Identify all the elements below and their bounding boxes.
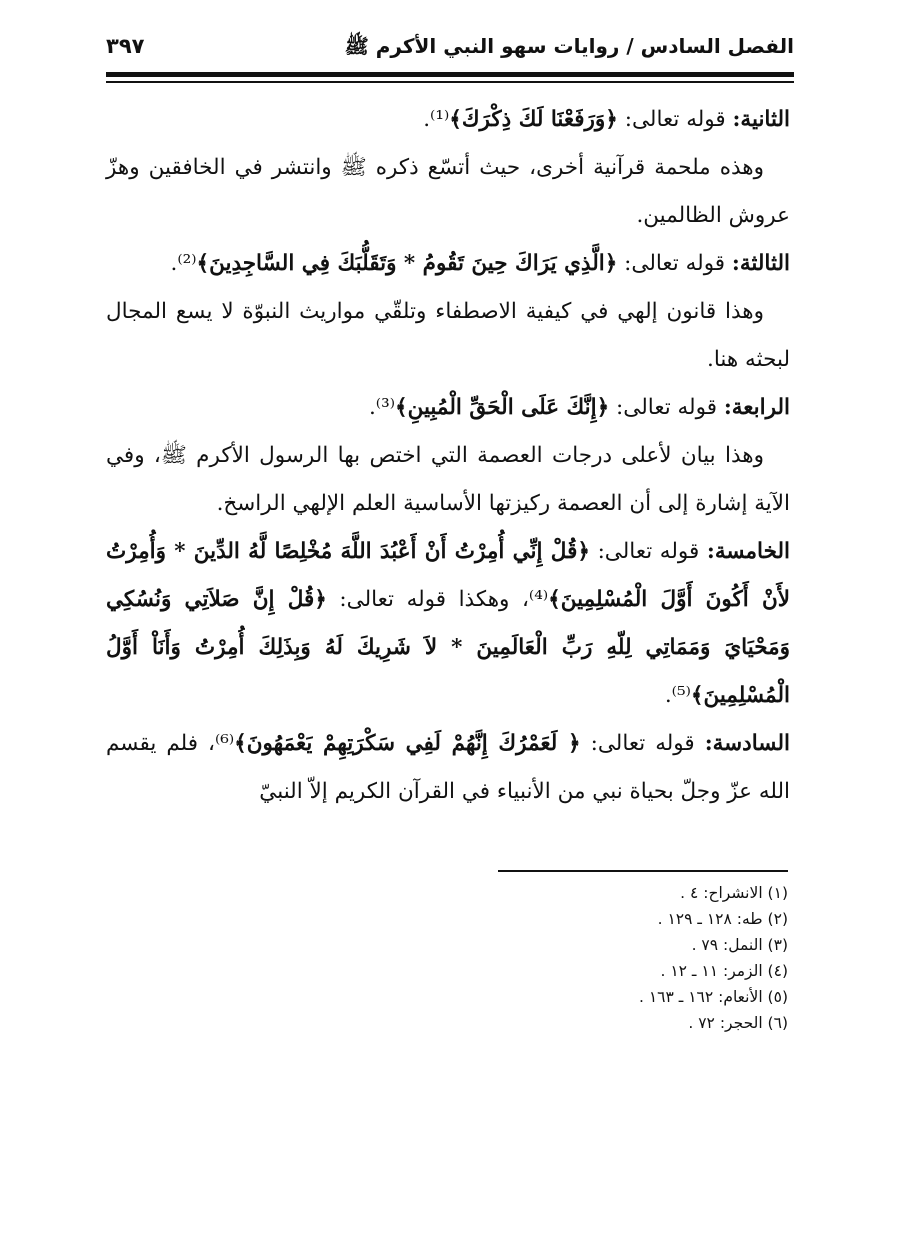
- footnote-ref: ⁽²⁾.: [170, 251, 197, 276]
- paragraph-third: [106, 240, 790, 288]
- paragraph-sixth: [106, 720, 790, 816]
- point-label: الثالثة:: [731, 251, 790, 276]
- quran-verse: ﴿إِنَّكَ عَلَى الْحَقِّ الْمُبِينِ﴾: [394, 395, 610, 420]
- footnote-ref: ⁽⁴⁾، وهكذا قوله تعالى:: [326, 587, 549, 612]
- footnote: (٣) النمل: ٧٩ .: [691, 936, 788, 954]
- footnote-ref: ⁽¹⁾.: [423, 107, 450, 132]
- point-label: الرابعة:: [723, 395, 790, 420]
- paragraph-commentary: وهذا بيان لأعلى درجات العصمة التي اختص بها الرسول الأكرم ﷺ، وفي الآية إشارة إلى أن العصمة ركيزتها الأساسية العلم الإلهي الراسخ.: [106, 443, 790, 516]
- paragraph-second: [106, 96, 790, 144]
- quote-intro: قوله تعالى:: [609, 395, 724, 420]
- footnote-ref: ⁽³⁾.: [368, 395, 395, 420]
- paragraph-commentary: وهذا قانون إلهي في كيفية الاصطفاء وتلقّي مواريث النبوّة لا يسع المجال لبحثه هنا.: [106, 299, 790, 372]
- footnote: (١) الانشراح: ٤ .: [680, 884, 788, 902]
- quote-intro: قوله تعالى:: [589, 539, 707, 564]
- quran-verse: ﴿الَّذِي يَرَاكَ حِينَ تَقُومُ * وَتَقَلُّبَكَ فِي السَّاجِدِينَ﴾: [196, 251, 618, 276]
- quran-verse: ﴿وَرَفَعْنَا لَكَ ذِكْرَكَ﴾: [449, 107, 618, 132]
- quote-intro: قوله تعالى:: [617, 251, 732, 276]
- quran-verse: ﴿ لَعَمْرُكَ إِنَّهُمْ لَفِي سَكْرَتِهِمْ يَعْمَهُونَ﴾: [234, 731, 581, 756]
- paragraph-fifth: [106, 528, 790, 720]
- point-label: الخامسة:: [706, 539, 791, 564]
- header-rule-thin: [106, 81, 794, 83]
- header-rule-thick: [106, 72, 794, 77]
- quran-verse: ﴿قُلْ إِنَّ صَلاَتِي وَنُسُكِي وَمَحْيَايَ وَمَمَاتِي لِلّهِ رَبِّ الْعَالَمِينَ * لاَ شَرِيكَ لَهُ وَبِذَلِكَ أُمِرْتُ وَأَنَاْ أَوَّلُ الْمُسْلِمِينَ﴾: [106, 587, 790, 708]
- quote-intro: قوله تعالى:: [617, 107, 733, 132]
- quran-verse: ﴿قُلْ إِنِّي أُمِرْتُ أَنْ أَعْبُدَ اللَّهَ مُخْلِصًا لَّهُ الدِّينَ * وَأُمِرْتُ لأَنْ أَكُونَ أَوَّلَ الْمُسْلِمِينَ﴾: [106, 539, 790, 612]
- page-number: ٣٩٧: [106, 34, 145, 58]
- point-label: السادسة:: [704, 731, 790, 756]
- chapter-title: الفصل السادس / روايات سهو النبي الأكرم ﷺ: [344, 34, 794, 58]
- main-text: [106, 96, 790, 816]
- footnote: (٢) طه: ١٢٨ ـ ١٢٩ .: [657, 910, 788, 928]
- footnote-separator: [498, 870, 788, 872]
- point-label: الثانية:: [732, 107, 790, 132]
- footnote: (٥) الأنعام: ١٦٢ ـ ١٦٣ .: [638, 988, 788, 1006]
- quote-intro: قوله تعالى:: [580, 731, 705, 756]
- footnotes: [106, 880, 790, 1036]
- running-header: [106, 30, 794, 66]
- footnote: (٤) الزمر: ١١ ـ ١٢ .: [660, 962, 788, 980]
- continuation-text: ⁽⁶⁾، فلم يقسم الله عزّ وجلّ بحياة نبي من الأنبياء في القرآن الكريم إلاّ النبيّ: [106, 731, 790, 804]
- footnote: (٦) الحجر: ٧٢ .: [688, 1014, 788, 1032]
- footnote-ref: ⁽⁵⁾.: [664, 683, 691, 708]
- paragraph-fourth: [106, 384, 790, 432]
- paragraph-commentary: وهذه ملحمة قرآنية أخرى، حيث أتسّع ذكره ﷺ وانتشر في الخافقين وهزّ عروش الظالمين.: [106, 155, 790, 228]
